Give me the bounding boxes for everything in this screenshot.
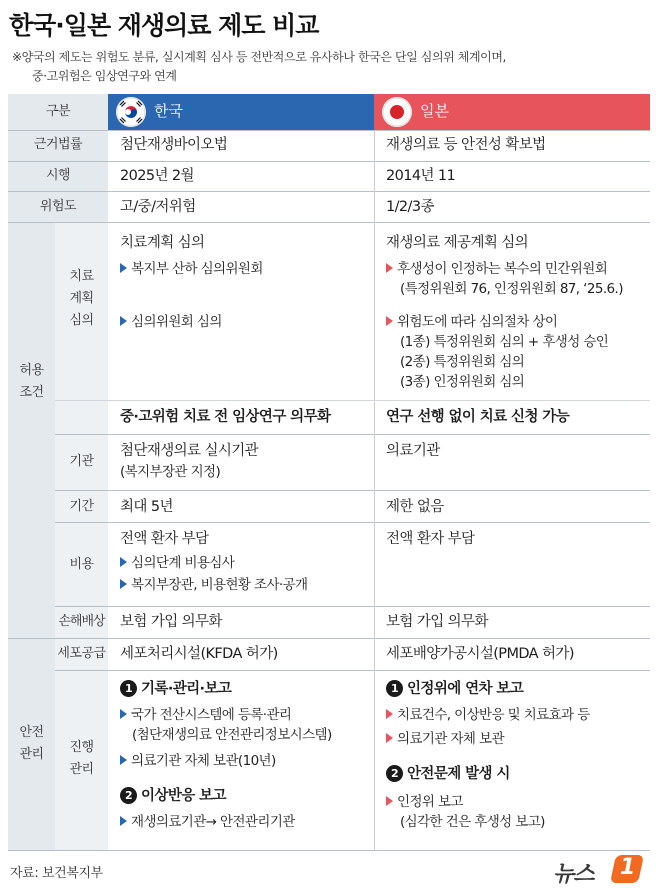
korea-review-note: 중·고위험 치료 전 임상연구 의무화: [120, 409, 331, 425]
bullet-icon: [386, 796, 393, 806]
japan-review-note: 연구 선행 없이 치료 신청 가능: [386, 409, 570, 425]
group-label-permit: 허용 조건: [19, 363, 44, 400]
japan-review-bullet-1: 후생성이 인정하는 복수의 민간위원회: [386, 259, 607, 279]
japan-review-bullet-2-line-2: (2종) 특정위원회 심의: [400, 354, 525, 370]
japan-flag-icon: [382, 97, 412, 127]
sublabel-cost: 비용: [69, 557, 94, 572]
japan-process-1-bullet-1: 치료건수, 이상반응 및 치료효과 등: [386, 705, 590, 725]
japan-process-2: 2 안전문제 발생 시: [386, 764, 510, 784]
korea-process-2-bullet-1: 재생의료기관→ 안전관리기관: [120, 812, 295, 832]
sublabel-review: 치료 계획 심의: [69, 269, 94, 328]
japan-process-2-bullet-1-sub: (심각한 건은 후생성 보고): [400, 814, 545, 830]
japan-header: [374, 94, 650, 130]
header-label: 구분: [45, 104, 71, 119]
korea-inst-sub: (복지부장관 지정): [120, 464, 221, 480]
japan-review-bullet-2: 위험도에 따라 심의절차 상이: [386, 312, 557, 332]
bullet-icon: [120, 709, 127, 719]
korea-review-bullet-1: 복지부 산하 심의위원회: [120, 259, 263, 279]
korea-process-1-bullet-1-sub: (첨단재생의료 안전관리정보시스템): [132, 727, 332, 743]
number-badge-icon: 2: [120, 787, 137, 804]
bullet-icon: [120, 755, 127, 765]
number-badge-icon: 2: [386, 765, 403, 782]
label-column-permit: [8, 222, 55, 638]
sublabel-inst: 기관: [69, 454, 94, 469]
note-line-2: 중·고위험은 임상연구와 연계: [32, 69, 177, 83]
bullet-icon: [120, 579, 127, 589]
korea-header-label: 한국: [154, 102, 183, 120]
korea-law: 첨단재생바이오법: [120, 137, 228, 153]
sublabel-process: 진행 관리: [69, 740, 94, 777]
korea-risk: 고/중/저위험: [120, 199, 196, 215]
korea-cost: 전액 환자 부담: [120, 531, 209, 547]
korea-inst: 첨단재생의료 실시기관: [120, 443, 259, 459]
sublabel-period: 기간: [69, 499, 94, 514]
japan-cost: 전액 환자 부담: [386, 531, 475, 547]
korea-flag-icon: [116, 97, 146, 127]
japan-process-2-bullet-1: 인정위 보고: [386, 792, 463, 812]
korea-cost-bullet-2: 복지부장관, 비용현황 조사·공개: [120, 575, 308, 595]
number-badge-icon: 1: [386, 680, 403, 697]
japan-inst: 의료기관: [386, 443, 440, 459]
news1-logo: [553, 853, 643, 887]
korea-review-title: 치료계획 심의: [120, 235, 205, 251]
korea-header: [108, 94, 374, 130]
bullet-icon: [386, 263, 393, 273]
japan-supply: 세포배양가공시설(PMDA 허가): [386, 646, 574, 662]
japan-law: 재생의료 등 안전성 확보법: [386, 137, 546, 153]
japan-review-bullet-2-line-3: (3종) 인정위원회 심의: [400, 374, 525, 390]
sublabel-supply: 세포공급: [57, 646, 106, 661]
korea-period: 최대 5년: [120, 499, 173, 515]
korea-process-2: 2 이상반응 보고: [120, 786, 226, 806]
page-title: 한국·일본 재생의료 제도 비교: [9, 11, 319, 40]
japan-review-title: 재생의료 제공계획 심의: [386, 235, 529, 251]
number-badge-icon: 1: [120, 680, 137, 697]
logo-text: 뉴스: [553, 862, 594, 887]
japan-damage: 보험 가입 의무화: [386, 614, 488, 630]
bullet-icon: [120, 263, 127, 273]
japan-risk: 1/2/3종: [386, 199, 434, 215]
bullet-icon: [120, 557, 127, 567]
japan-period: 제한 없음: [386, 499, 444, 515]
korea-cost-bullet-1: 심의단계 비용심사: [120, 553, 234, 573]
bullet-icon: [386, 316, 393, 326]
japan-process-1-bullet-2: 의료기관 자체 보관: [386, 729, 504, 749]
korea-process-1-bullet-2: 의료기관 자체 보관(10년): [120, 751, 276, 771]
row-label-risk: 위험도: [39, 199, 77, 214]
japan-start: 2014년 11: [386, 168, 456, 184]
japan-header-label: 일본: [420, 102, 449, 120]
source-credit: 자료: 보건복지부: [10, 866, 103, 881]
japan-process-1: 1 인정위에 연차 보고: [386, 679, 523, 699]
logo-mark: 1: [620, 855, 636, 880]
comparison-table: [8, 94, 650, 850]
japan-review-bullet-1-sub: (특정위원회 76, 인정위원회 87, ‘25.6.): [400, 281, 623, 297]
bullet-icon: [120, 316, 127, 326]
note-line-1: ※양국의 제도는 위험도 분류, 실시계획 심사 등 전반적으로 유사하나 한국은 단일 심의위 체계이며,: [12, 50, 506, 64]
korea-supply: 세포처리시설(KFDA 허가): [120, 646, 278, 662]
bullet-icon: [386, 709, 393, 719]
bullet-icon: [120, 816, 127, 826]
japan-review-bullet-2-line-1: (1종) 특정위원회 심의 + 후생성 승인: [400, 334, 609, 350]
row-label-law: 근거법률: [33, 137, 83, 152]
korea-review-bullet-2: 심의위원회 심의: [120, 312, 222, 332]
korea-process-1: 1 기록·관리·보고: [120, 679, 231, 699]
korea-process-1-bullet-1: 국가 전산시스템에 등록·관리: [120, 705, 291, 725]
korea-start: 2025년 2월: [120, 168, 194, 184]
group-label-safety: 안전 관리: [19, 725, 44, 762]
subtitle-note: [12, 48, 506, 86]
bullet-icon: [386, 733, 393, 743]
row-label-start: 시행: [45, 168, 71, 183]
sublabel-damage: 손해배상: [58, 614, 105, 629]
korea-damage: 보험 가입 의무화: [120, 614, 222, 630]
